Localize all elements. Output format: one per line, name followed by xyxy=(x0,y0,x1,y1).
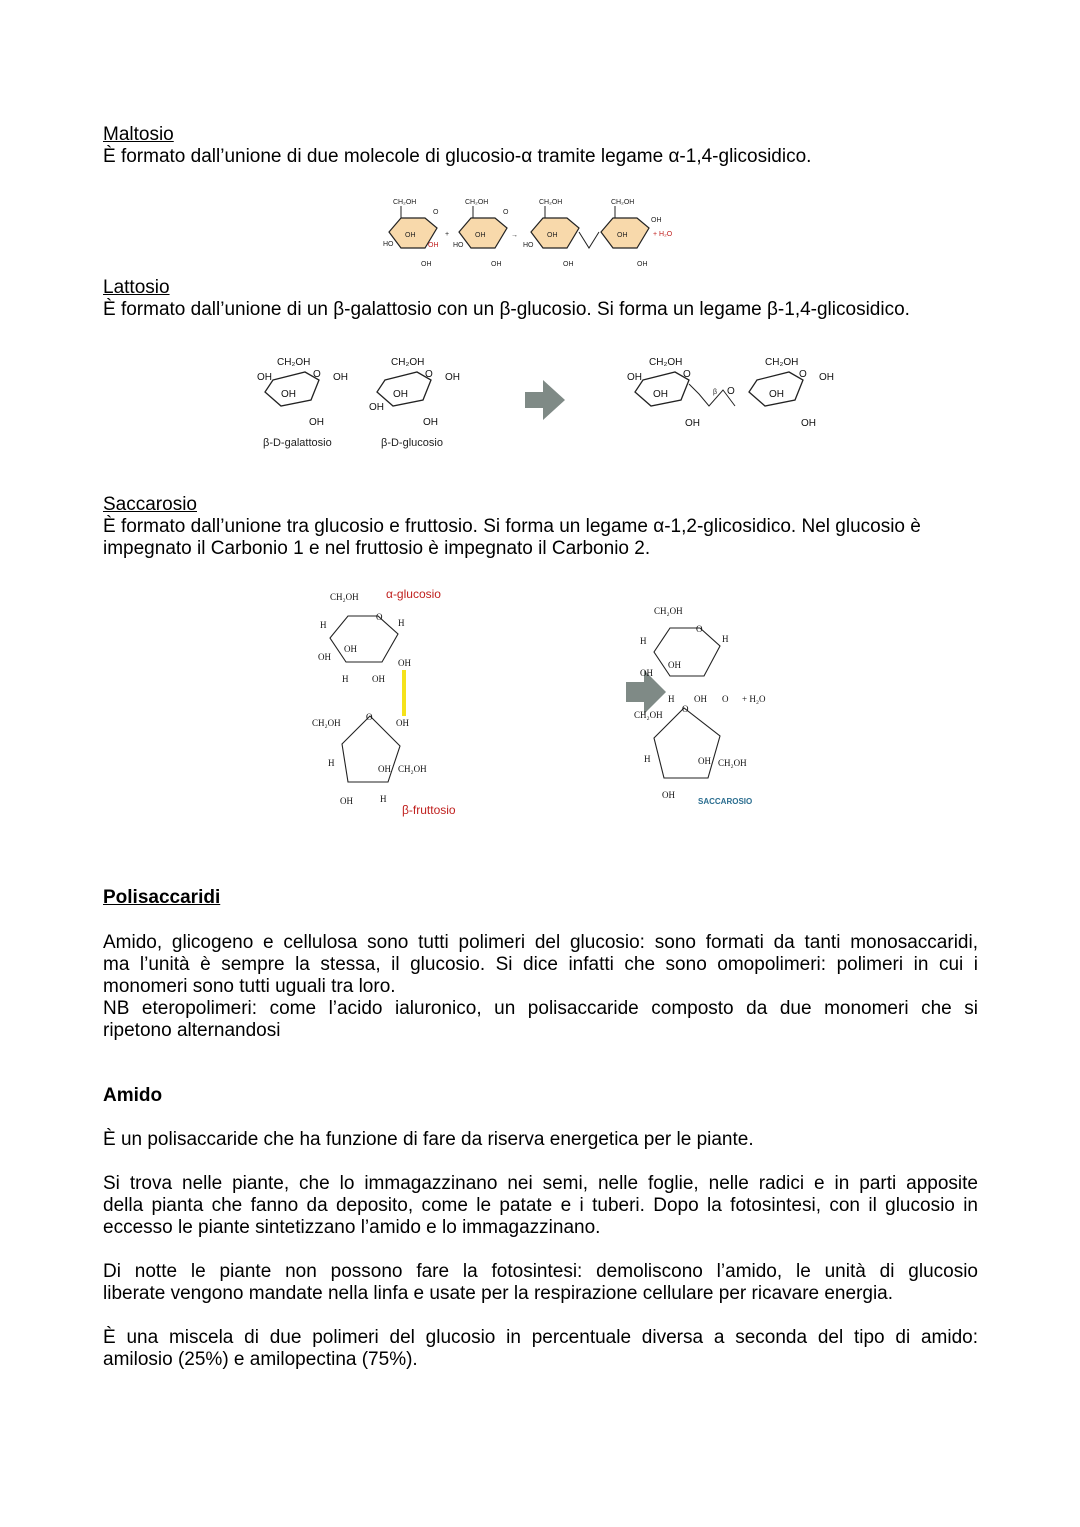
oh-label: OH xyxy=(668,660,681,670)
caption-galactose: β-D-galattosio xyxy=(263,437,332,449)
oh-label: OH xyxy=(698,756,711,766)
text-amido-p2-l1: Si trova nelle piante, che lo immagazzinano nei semi, nelle foglie, nelle radici e in parti apposite xyxy=(103,1173,978,1194)
galactose-ring xyxy=(257,357,348,428)
maltose-ring-1 xyxy=(523,199,579,268)
ho-label: HO xyxy=(523,242,534,249)
maltose-reaction-figure xyxy=(383,192,703,272)
sucrose-reaction-figure xyxy=(308,582,788,822)
text-amido-p3-l1: Di notte le piante non possono fare la fotosintesi: demoliscono l’amido, le unità di glucosio xyxy=(103,1261,978,1282)
o-label: O xyxy=(503,209,509,216)
oh-label: OH xyxy=(423,417,438,428)
o-label: O xyxy=(799,369,807,380)
water-label: + H₂O xyxy=(653,231,673,238)
beta-fructose xyxy=(312,712,456,817)
sucrose-product xyxy=(634,606,766,806)
h-label: H xyxy=(328,758,335,768)
h-label: H xyxy=(722,634,729,644)
o-label: O xyxy=(696,624,703,634)
text-amido-p3-l2: liberate vengono mandate nella linfa e usate per la respirazione cellulare per ricavare energia. xyxy=(103,1283,894,1304)
oh-label: OH xyxy=(491,261,502,268)
sucrose-label: SACCAROSIO xyxy=(698,797,753,806)
glucose-ring-2 xyxy=(453,199,509,268)
text-amido-p2-l2: della pianta che fanno da deposito, come le patate e i tuberi. Dopo la fotosintesi, con il glucosio in xyxy=(103,1195,978,1216)
oh-label: OH xyxy=(547,232,558,239)
oh-label: OH xyxy=(318,652,331,662)
oh-label: OH xyxy=(344,644,357,654)
h-label: H xyxy=(320,620,327,630)
o-label: O xyxy=(683,369,691,380)
ho-label: HO xyxy=(453,242,464,249)
text-saccarosio-line2: impegnato il Carbonio 1 e nel fruttosio è impegnato il Carbonio 2. xyxy=(103,538,651,559)
beta-label: β xyxy=(713,389,718,396)
text-polisaccaridi-p2-l2: ripetono alternandosi xyxy=(103,1020,281,1041)
oh-label: OH xyxy=(637,261,648,268)
ch2oh-label: CH₂OH xyxy=(634,710,663,720)
reaction-arrow: → xyxy=(511,232,518,239)
oh-label: OH xyxy=(769,389,784,400)
text-lattosio: È formato dall’unione di un β-galattosio con un β-glucosio. Si forma un legame β-1,4-glicosidico. xyxy=(103,299,910,320)
h-label: H xyxy=(398,618,405,628)
text-saccarosio-line1: È formato dall’unione tra glucosio e fruttosio. Si forma un legame α-1,2-glicosidico. Nel glucosio è xyxy=(103,516,921,537)
h-label: H xyxy=(668,694,675,704)
oh-label: OH xyxy=(393,389,408,400)
ch2oh-label: CH₂OH xyxy=(312,718,341,728)
lactose-product xyxy=(627,357,834,429)
o-label: O xyxy=(433,209,439,216)
ch2oh-label: CH₂OH xyxy=(718,758,747,768)
oh-label: OH xyxy=(333,372,348,383)
text-maltosio: È formato dall’unione di due molecole di glucosio-α tramite legame α-1,4-glicosidico. xyxy=(103,146,812,167)
water-label: + H₂O xyxy=(742,694,766,704)
oh-label: OH xyxy=(662,790,675,800)
ch2oh-label: CH₂OH xyxy=(393,199,417,206)
o-label: O xyxy=(425,369,433,380)
glucose-ring-1 xyxy=(383,199,439,268)
oh-label: OH xyxy=(819,372,834,383)
oh-label: OH xyxy=(640,668,653,678)
o-label: O xyxy=(313,369,321,380)
h-label: H xyxy=(644,754,651,764)
ch2oh-label: CH₂OH xyxy=(465,199,489,206)
text-polisaccaridi-p1-l1: Amido, glicogeno e cellulosa sono tutti polimeri del glucosio: sono formati da tanti monosaccaridi, xyxy=(103,932,978,953)
ch2oh-label: CH₂OH xyxy=(330,592,359,602)
oh-label: OH xyxy=(396,718,409,728)
ch2oh-label: CH₂OH xyxy=(765,357,799,368)
oh-label: OH xyxy=(281,389,296,400)
text-amido-p1: È un polisaccaride che ha funzione di fare da riserva energetica per le piante. xyxy=(103,1129,754,1150)
lactose-reaction-figure xyxy=(253,350,853,455)
oh-label: OH xyxy=(378,764,391,774)
o-label: O xyxy=(727,386,735,397)
ho-label: HO xyxy=(383,241,394,248)
text-polisaccaridi-p2-l1: NB eteropolimeri: come l’acido ialuronico, un polisaccaride composto da due monomeri che si xyxy=(103,998,978,1019)
text-amido-p2-l3: eccesso le piante sintetizzano l’amido e lo immagazzinano. xyxy=(103,1217,601,1238)
oh-label: OH xyxy=(445,372,460,383)
oh-label: OH xyxy=(257,372,272,383)
ch2oh-label: CH₂OH xyxy=(649,357,683,368)
ch2oh-label: CH₂OH xyxy=(654,606,683,616)
oh-label: OH xyxy=(651,217,662,224)
ch2oh-label: CH₂OH xyxy=(398,764,427,774)
oh-label: OH xyxy=(801,418,816,429)
oh-label: OH xyxy=(685,418,700,429)
caption-glucose: β-D-glucosio xyxy=(381,437,443,449)
ch2oh-label: CH₂OH xyxy=(277,357,311,368)
oh-label: OH xyxy=(421,261,432,268)
text-amido-p4-l2: amilosio (25%) e amilopectina (75%). xyxy=(103,1349,418,1370)
heading-maltosio: Maltosio xyxy=(103,124,174,145)
h-label: H xyxy=(640,636,647,646)
ch2oh-label: CH₂OH xyxy=(391,357,425,368)
h-label: H xyxy=(380,794,387,804)
o-label: O xyxy=(722,694,729,704)
heading-amido: Amido xyxy=(103,1085,163,1106)
reaction-arrow-icon xyxy=(525,380,565,420)
glucose-ring xyxy=(369,357,460,428)
alpha-glucose-label: α-glucosio xyxy=(386,587,441,601)
text-polisaccaridi-p1-l3: monomeri sono tutti uguali tra loro. xyxy=(103,976,396,997)
h-label: H xyxy=(342,674,349,684)
oh-label: OH xyxy=(627,372,642,383)
oh-label: OH xyxy=(398,658,411,668)
oh-label: OH xyxy=(563,261,574,268)
oh-label: OH xyxy=(475,232,486,239)
text-amido-p4-l1: È una miscela di due polimeri del glucosio in percentuale diversa a seconda del tipo di amido: xyxy=(103,1327,978,1348)
ch2oh-label: CH₂OH xyxy=(611,199,635,206)
oh-label: OH xyxy=(369,402,384,413)
o-label: O xyxy=(376,612,383,622)
oh-label: OH xyxy=(617,232,628,239)
oh-label: OH xyxy=(653,389,668,400)
oh-label: OH xyxy=(372,674,385,684)
heading-lattosio: Lattosio xyxy=(103,277,170,298)
oh-label: OH xyxy=(405,232,416,239)
ch2oh-label: CH₂OH xyxy=(539,199,563,206)
oh-label: OH xyxy=(309,417,324,428)
text-polisaccaridi-p1-l2: ma l’unità è sempre la stessa, il glucosio. Si dice infatti che sono omopolimeri: polimeri in cui i xyxy=(103,954,978,975)
oh-red-label: OH xyxy=(428,242,439,249)
beta-fructose-label: β-fruttosio xyxy=(402,803,456,817)
oh-label: OH xyxy=(340,796,353,806)
heading-saccarosio: Saccarosio xyxy=(103,494,197,515)
o-label: O xyxy=(682,704,689,714)
heading-polisaccaridi: Polisaccaridi xyxy=(103,887,221,908)
alpha-glucose xyxy=(318,587,441,716)
plus-sign: + xyxy=(445,231,450,238)
oh-label: OH xyxy=(694,694,707,704)
o-label: O xyxy=(366,712,373,722)
